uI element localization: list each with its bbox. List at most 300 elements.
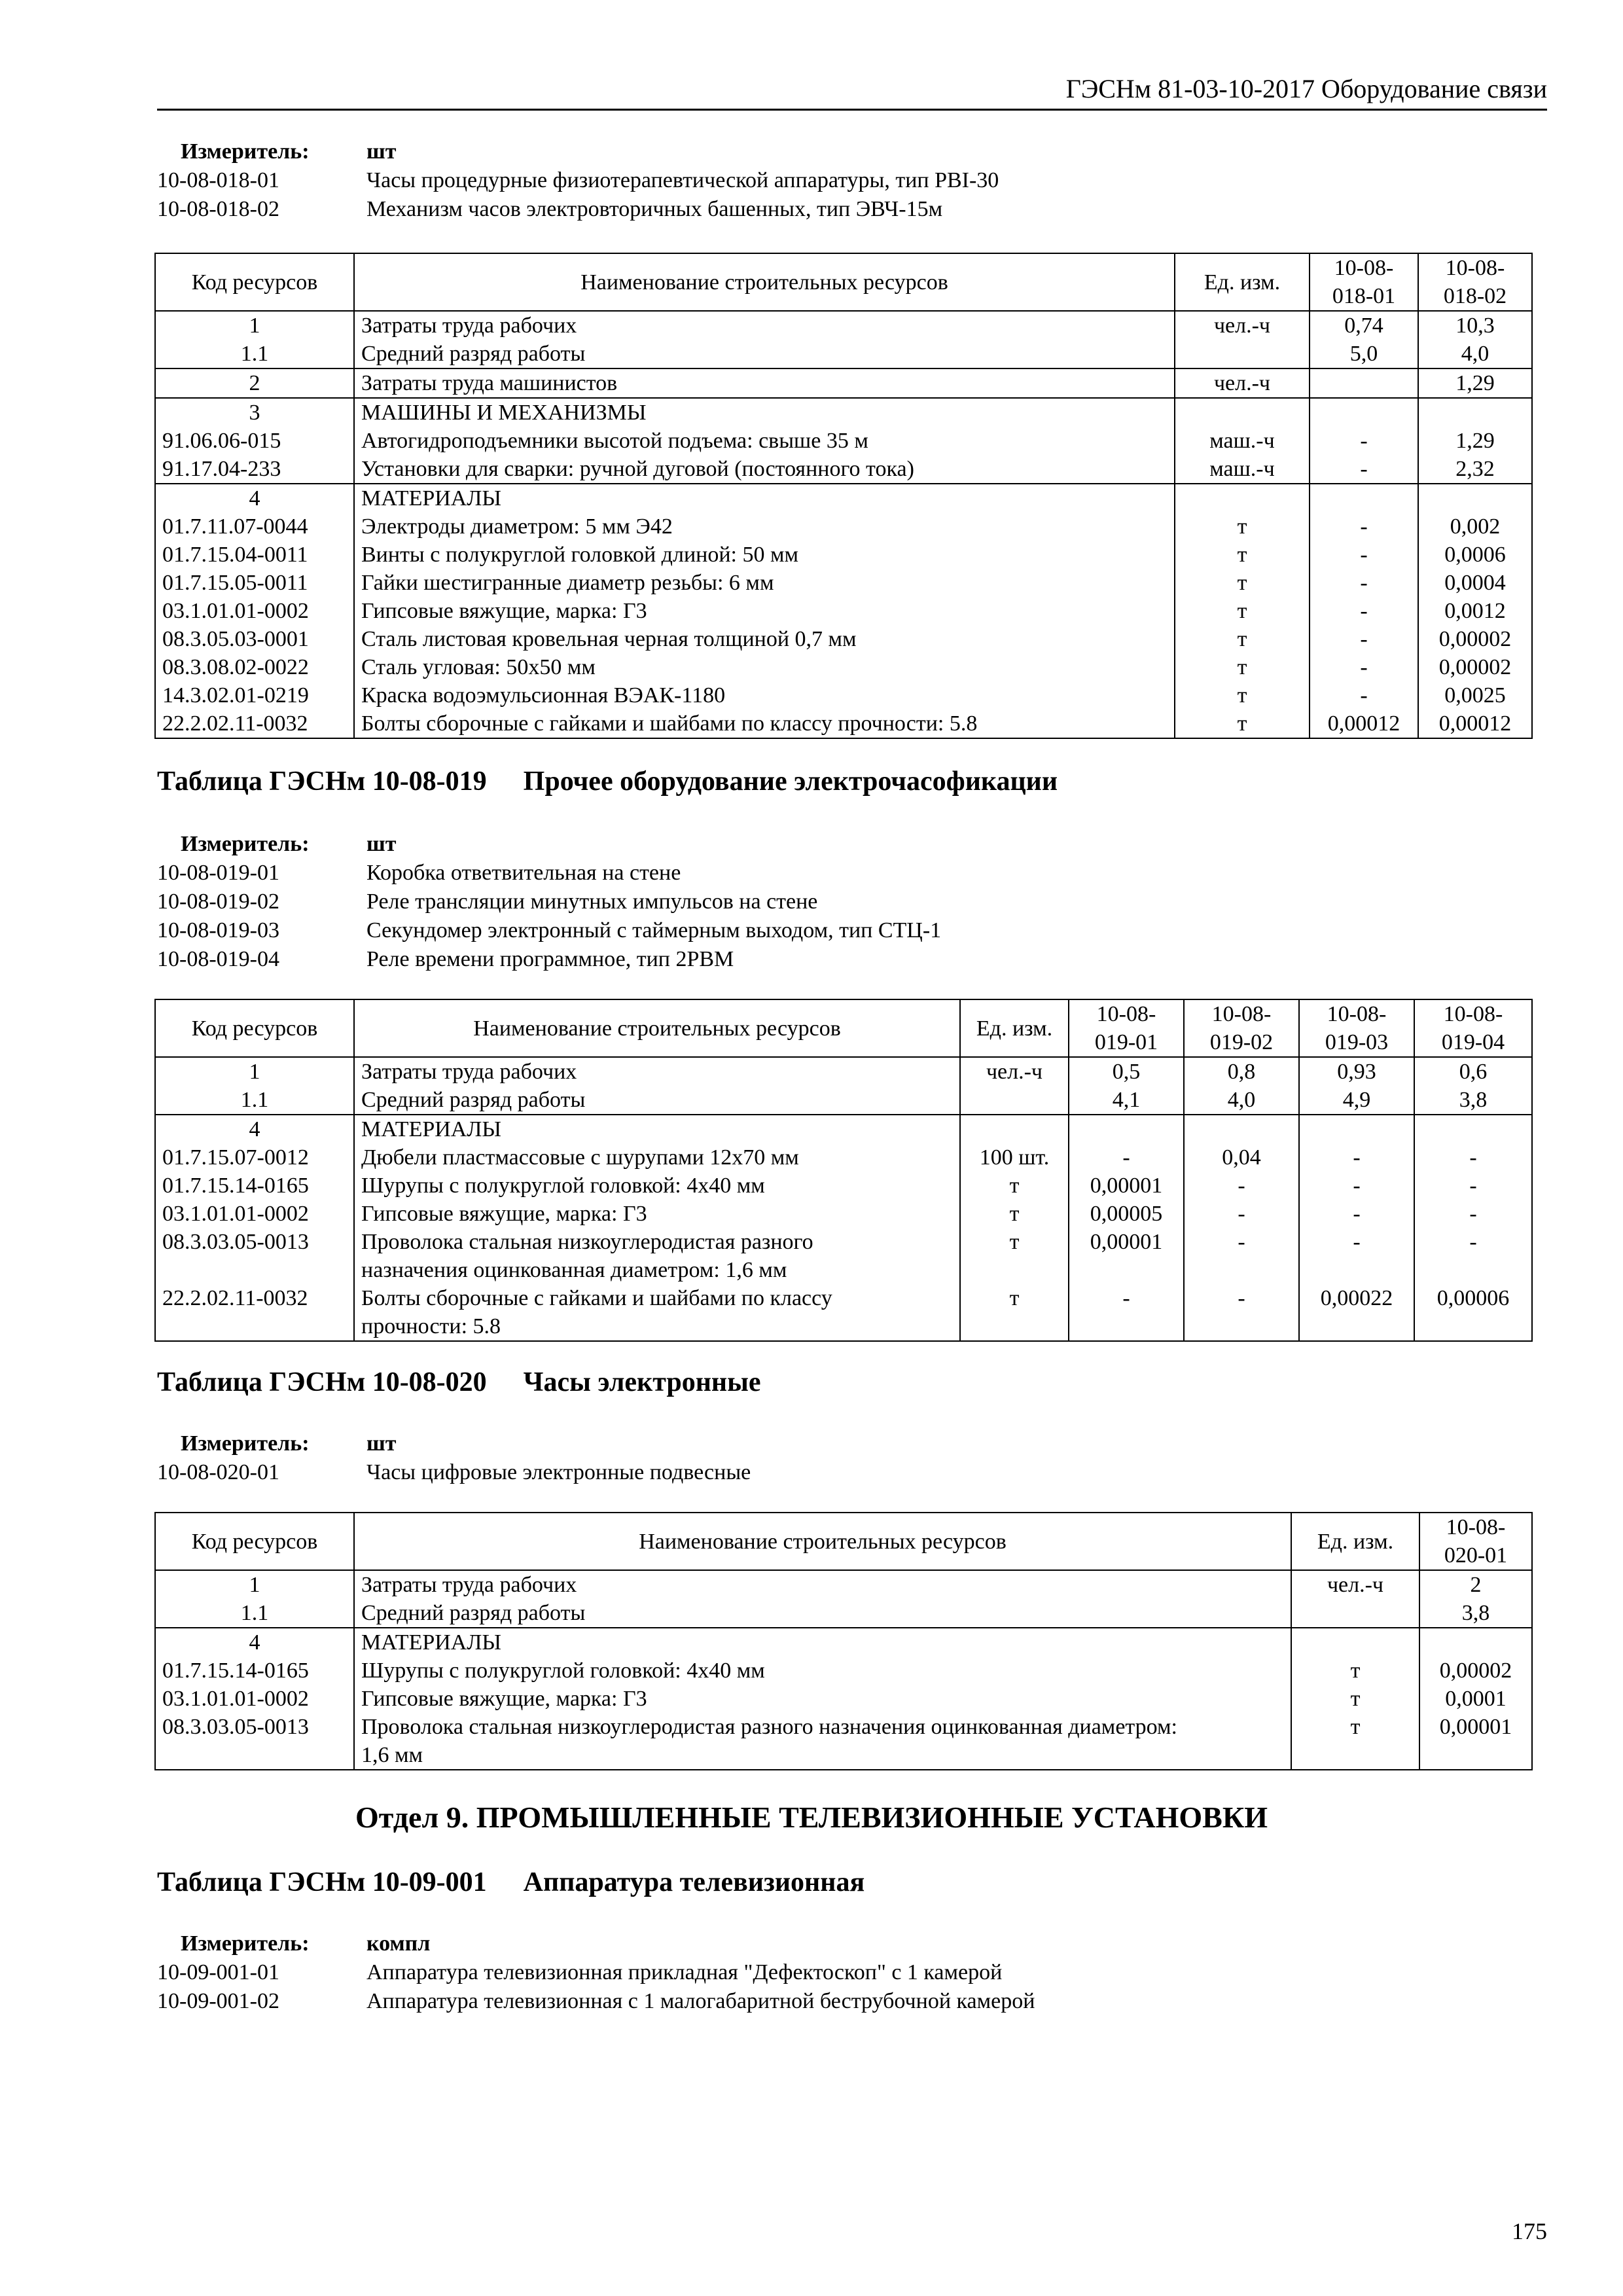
measure-item-name: Секундомер электронный с таймерным выходом, тип СТЦ-1: [366, 918, 942, 942]
measure-item: [157, 888, 941, 916]
row-code: 01.7.15.14-0165: [155, 1172, 354, 1200]
header-norm-code-line: 10-08-: [1445, 256, 1505, 280]
row-name-line: Сталь листовая кровельная черная толщиной 0,7 мм: [361, 627, 857, 651]
measure-item-code: 10-08-019-04: [157, 947, 279, 971]
row-value: 1,29: [1418, 368, 1532, 398]
table-row: [155, 1570, 1532, 1599]
header-norm-code-line: 10-08-: [1096, 1002, 1156, 1026]
row-value: 0,0012: [1418, 597, 1532, 625]
measure-item-code: 10-09-001-01: [157, 1960, 279, 1984]
measure-header: [157, 1429, 751, 1458]
row-name: [354, 1685, 1291, 1713]
table-row: [155, 311, 1532, 340]
table-heading-code: Таблица ГЭСНм 10-08-020: [157, 1367, 487, 1397]
row-code: 22.2.02.11-0032: [155, 1284, 354, 1341]
row-unit: [960, 1086, 1069, 1115]
row-unit: т: [1175, 541, 1310, 569]
row-unit: [1175, 484, 1310, 512]
row-code: 03.1.01.01-0002: [155, 1200, 354, 1228]
row-value: 0,00002: [1419, 1657, 1532, 1685]
row-value: -: [1310, 455, 1418, 484]
row-value: 2,32: [1418, 455, 1532, 484]
row-value: 10,3: [1418, 311, 1532, 340]
row-unit: т: [1175, 681, 1310, 709]
header-norm-code-line: 10-08-: [1443, 1002, 1503, 1026]
measure-item-code: 10-08-020-01: [157, 1460, 279, 1484]
table-row: [155, 1200, 1532, 1228]
row-value: [1069, 1115, 1184, 1143]
header-norm-code-line: 019-03: [1325, 1030, 1389, 1054]
row-value: -: [1310, 427, 1418, 455]
row-name: [354, 1057, 960, 1086]
page-number: 175: [1512, 2218, 1547, 2244]
row-value: -: [1310, 569, 1418, 597]
row-name: [354, 1086, 960, 1115]
header-norm-code-line: 018-02: [1443, 284, 1507, 308]
row-code: 1: [155, 1570, 354, 1599]
measure-item-name: Реле времени программное, тип 2РВМ: [366, 947, 734, 971]
row-value: [1418, 398, 1532, 427]
header-norm-code: [1418, 253, 1532, 311]
measure-label: Измеритель:: [181, 1431, 310, 1456]
row-name-line: Затраты труда машинистов: [361, 371, 618, 395]
table-row: [155, 541, 1532, 569]
row-name-line: МАТЕРИАЛЫ: [361, 486, 502, 511]
measure-block-4: [157, 1929, 1035, 2016]
table-heading-code: Таблица ГЭСНм 10-09-001: [157, 1867, 487, 1897]
row-unit: чел.-ч: [1291, 1570, 1419, 1599]
header-norm-code-line: 10-08-: [1334, 256, 1394, 280]
table-row: [155, 1713, 1532, 1770]
row-value: -: [1310, 541, 1418, 569]
row-value: 4,0: [1418, 340, 1532, 368]
row-value: 0,00006: [1414, 1284, 1532, 1341]
row-unit: т: [1175, 597, 1310, 625]
row-name-line: 1,6 мм: [361, 1743, 423, 1767]
table-heading-10-09-001: [157, 1867, 865, 1898]
table-row: [155, 484, 1532, 512]
measure-label: Измеритель:: [181, 139, 310, 164]
row-value: -: [1069, 1284, 1184, 1341]
row-value: [1310, 368, 1418, 398]
row-name-line: Краска водоэмульсионная ВЭАК-1180: [361, 683, 726, 708]
row-unit: т: [1291, 1713, 1419, 1770]
row-name: [354, 1200, 960, 1228]
row-code: 1.1: [155, 1599, 354, 1628]
row-name: [354, 681, 1175, 709]
measure-item: [157, 945, 941, 974]
measure-item-name: Коробка ответвительная на стене: [366, 861, 681, 885]
row-name-line: МАШИНЫ И МЕХАНИЗМЫ: [361, 401, 647, 425]
row-name: [354, 1284, 960, 1341]
row-unit: т: [960, 1228, 1069, 1284]
table-heading-name: Аппаратура телевизионная: [523, 1867, 865, 1897]
table-header-row: [155, 1513, 1532, 1570]
row-name: [354, 1172, 960, 1200]
row-value: 4,0: [1184, 1086, 1299, 1115]
row-unit: т: [1291, 1685, 1419, 1713]
row-unit: т: [1175, 625, 1310, 653]
row-name: [354, 398, 1175, 427]
row-value: [1419, 1628, 1532, 1657]
row-value: -: [1299, 1172, 1414, 1200]
row-value: -: [1299, 1143, 1414, 1172]
row-code: 01.7.15.05-0011: [155, 569, 354, 597]
row-unit: т: [1175, 512, 1310, 541]
header-unit: Ед. изм.: [1175, 253, 1310, 311]
row-name-line: Средний разряд работы: [361, 1601, 586, 1625]
row-name-line: Гипсовые вяжущие, марка: Г3: [361, 1687, 647, 1711]
table-row: [155, 1057, 1532, 1086]
row-name: [354, 1228, 960, 1284]
table-row: [155, 1657, 1532, 1685]
row-code: 08.3.08.02-0022: [155, 653, 354, 681]
table-row: [155, 1143, 1532, 1172]
table-row: [155, 625, 1532, 653]
row-unit: т: [1291, 1657, 1419, 1685]
measure-item-code: 10-08-019-02: [157, 889, 279, 914]
row-value: 0,002: [1418, 512, 1532, 541]
measure-label: Измеритель:: [181, 1931, 310, 1956]
header-norm-code-line: 019-02: [1209, 1030, 1274, 1054]
row-name-line: Гипсовые вяжущие, марка: Г3: [361, 599, 647, 623]
row-code: 4: [155, 484, 354, 512]
table-row: [155, 1599, 1532, 1628]
measure-block-3: [157, 1429, 751, 1487]
header-unit: Ед. изм.: [960, 999, 1069, 1057]
row-value: 0,04: [1184, 1143, 1299, 1172]
row-value: 0,00001: [1069, 1172, 1184, 1200]
row-unit: 100 шт.: [960, 1143, 1069, 1172]
row-value: 0,0025: [1418, 681, 1532, 709]
row-name: [354, 597, 1175, 625]
row-value: 0,00002: [1418, 653, 1532, 681]
resource-table-10-08-020: [154, 1512, 1533, 1770]
table-heading-code: Таблица ГЭСНм 10-08-019: [157, 766, 487, 797]
row-name-line: Затраты труда рабочих: [361, 1573, 577, 1597]
table-row: [155, 1086, 1532, 1115]
row-value: 0,5: [1069, 1057, 1184, 1086]
header-norm-code-line: 019-01: [1094, 1030, 1158, 1054]
row-name-line: Проволока стальная низкоуглеродистая разного: [361, 1230, 813, 1254]
section-heading: Отдел 9. ПРОМЫШЛЕННЫЕ ТЕЛЕВИЗИОННЫЕ УСТАНОВКИ: [355, 1801, 1268, 1834]
table-row: [155, 512, 1532, 541]
table-row: [155, 1628, 1532, 1657]
measure-item: [157, 1987, 1035, 2016]
row-code: 08.3.03.05-0013: [155, 1228, 354, 1284]
row-name: [354, 625, 1175, 653]
row-code: 4: [155, 1628, 354, 1657]
row-value: 0,0004: [1418, 569, 1532, 597]
header-norm-code: [1310, 253, 1418, 311]
measure-item-name: Аппаратура телевизионная с 1 малогабаритной беструбочной камерой: [366, 1989, 1035, 2013]
row-name-line: Шурупы с полукруглой головкой: 4х40 мм: [361, 1174, 765, 1198]
row-value: 5,0: [1310, 340, 1418, 368]
header-norm-code: [1184, 999, 1299, 1057]
measure-block-2: [157, 830, 941, 974]
table-row: [155, 1172, 1532, 1200]
row-value: 0,00012: [1310, 709, 1418, 738]
row-value: 4,9: [1299, 1086, 1414, 1115]
table-heading-10-08-020: [157, 1367, 761, 1398]
row-name-line: Сталь угловая: 50х50 мм: [361, 655, 596, 679]
row-name-line: Электроды диаметром: 5 мм Э42: [361, 514, 673, 539]
row-code: 01.7.15.04-0011: [155, 541, 354, 569]
header-norm-code: [1419, 1513, 1532, 1570]
row-name-line: Болты сборочные с гайками и шайбами по классу: [361, 1286, 832, 1310]
row-name-line: Гайки шестигранные диаметр резьбы: 6 мм: [361, 571, 774, 595]
row-code: 03.1.01.01-0002: [155, 1685, 354, 1713]
row-name-line: прочности: 5.8: [361, 1314, 501, 1338]
row-name-line: Затраты труда рабочих: [361, 1060, 577, 1084]
header-norm-code-line: 10-08-: [1327, 1002, 1387, 1026]
row-name-line: Шурупы с полукруглой головкой: 4х40 мм: [361, 1659, 765, 1683]
row-code: 2: [155, 368, 354, 398]
row-name: [354, 709, 1175, 738]
row-unit: маш.-ч: [1175, 427, 1310, 455]
row-value: 0,00001: [1069, 1228, 1184, 1284]
row-code: 91.17.04-233: [155, 455, 354, 484]
header-norm-code-line: 10-08-: [1211, 1002, 1272, 1026]
table-row: [155, 398, 1532, 427]
row-value: 4,1: [1069, 1086, 1184, 1115]
row-name: [354, 1713, 1291, 1770]
row-value: [1184, 1115, 1299, 1143]
row-value: -: [1069, 1143, 1184, 1172]
row-code: 22.2.02.11-0032: [155, 709, 354, 738]
measure-unit: компл: [366, 1931, 431, 1956]
row-value: -: [1299, 1228, 1414, 1284]
row-name: [354, 340, 1175, 368]
row-value: 3,8: [1419, 1599, 1532, 1628]
row-code: 08.3.05.03-0001: [155, 625, 354, 653]
row-name-line: МАТЕРИАЛЫ: [361, 1117, 502, 1141]
measure-item-name: Реле трансляции минутных импульсов на стене: [366, 889, 818, 914]
measure-item: [157, 1458, 751, 1487]
row-unit: т: [1175, 709, 1310, 738]
row-name: [354, 1143, 960, 1172]
measure-item-code: 10-08-019-03: [157, 918, 279, 942]
row-unit: т: [960, 1284, 1069, 1341]
row-value: -: [1414, 1200, 1532, 1228]
row-code: 01.7.15.07-0012: [155, 1143, 354, 1172]
row-name-line: назначения оцинкованная диаметром: 1,6 мм: [361, 1258, 787, 1282]
row-value: [1418, 484, 1532, 512]
row-unit: т: [1175, 653, 1310, 681]
row-name: [354, 455, 1175, 484]
row-name-line: МАТЕРИАЛЫ: [361, 1630, 502, 1655]
row-unit: т: [960, 1172, 1069, 1200]
measure-item: [157, 1958, 1035, 1987]
table-row: [155, 340, 1532, 368]
measure-header: [157, 1929, 1035, 1958]
row-value: -: [1184, 1200, 1299, 1228]
table-row: [155, 653, 1532, 681]
row-name: [354, 427, 1175, 455]
header-norm-code-line: 019-04: [1441, 1030, 1505, 1054]
running-header: ГЭСНм 81-03-10-2017 Оборудование связи: [1065, 74, 1547, 103]
row-value: [1299, 1115, 1414, 1143]
measure-item: [157, 195, 999, 224]
table-row: [155, 427, 1532, 455]
row-name: [354, 541, 1175, 569]
row-value: -: [1414, 1143, 1532, 1172]
header-code: Код ресурсов: [155, 999, 354, 1057]
header-code: Код ресурсов: [155, 1513, 354, 1570]
header-name: Наименование строительных ресурсов: [354, 1513, 1291, 1570]
row-name: [354, 1570, 1291, 1599]
row-name: [354, 569, 1175, 597]
table-row: [155, 1228, 1532, 1284]
row-unit: чел.-ч: [1175, 311, 1310, 340]
row-unit: чел.-ч: [1175, 368, 1310, 398]
row-name: [354, 1628, 1291, 1657]
header-norm-code-line: 020-01: [1444, 1543, 1508, 1568]
row-value: 3,8: [1414, 1086, 1532, 1115]
row-value: 0,00022: [1299, 1284, 1414, 1341]
measure-item-code: 10-08-019-01: [157, 861, 279, 885]
row-unit: т: [960, 1200, 1069, 1228]
table-row: [155, 569, 1532, 597]
table-row: [155, 1685, 1532, 1713]
measure-item-name: Механизм часов электровторичных башенных, тип ЭВЧ-15м: [366, 197, 943, 221]
table-row: [155, 1284, 1532, 1341]
row-name: [354, 512, 1175, 541]
row-name-line: Автогидроподъемники высотой подъема: свыше 35 м: [361, 429, 868, 453]
header-norm-code-line: 018-01: [1332, 284, 1396, 308]
row-value: -: [1310, 597, 1418, 625]
table-heading-name: Прочее оборудование электрочасофикации: [523, 766, 1058, 797]
row-code: 4: [155, 1115, 354, 1143]
row-value: -: [1184, 1172, 1299, 1200]
row-code: 1.1: [155, 1086, 354, 1115]
table-heading-name: Часы электронные: [523, 1367, 761, 1397]
header-norm-code: [1299, 999, 1414, 1057]
row-name: [354, 484, 1175, 512]
measure-block-1: [157, 137, 999, 224]
row-unit: чел.-ч: [960, 1057, 1069, 1086]
row-value: -: [1310, 512, 1418, 541]
table-header-row: [155, 253, 1532, 311]
row-name-line: Дюбели пластмассовые с шурупами 12х70 мм: [361, 1145, 799, 1170]
measure-item-name: Часы цифровые электронные подвесные: [366, 1460, 751, 1484]
resource-table-10-08-019: [154, 999, 1533, 1342]
row-code: 01.7.15.14-0165: [155, 1657, 354, 1685]
row-value: -: [1414, 1228, 1532, 1284]
measure-item-code: 10-08-018-02: [157, 197, 279, 221]
measure-header: [157, 830, 941, 859]
row-name-line: Установки для сварки: ручной дуговой (постоянного тока): [361, 457, 914, 481]
row-name-line: Средний разряд работы: [361, 1088, 586, 1112]
table-row: [155, 597, 1532, 625]
row-value: 0,0001: [1419, 1685, 1532, 1713]
row-unit: [1291, 1599, 1419, 1628]
row-code: 08.3.03.05-0013: [155, 1713, 354, 1770]
row-code: 91.06.06-015: [155, 427, 354, 455]
resource-table-10-08-018: [154, 253, 1533, 739]
table-row: [155, 681, 1532, 709]
row-value: -: [1310, 681, 1418, 709]
row-value: -: [1184, 1228, 1299, 1284]
table-row: [155, 709, 1532, 738]
row-value: 0,0006: [1418, 541, 1532, 569]
row-value: 0,00005: [1069, 1200, 1184, 1228]
row-value: -: [1310, 653, 1418, 681]
row-name: [354, 1115, 960, 1143]
measure-unit: шт: [366, 832, 397, 856]
row-value: 0,00012: [1418, 709, 1532, 738]
measure-item-name: Часы процедурные физиотерапевтической аппаратуры, тип PBI-30: [366, 168, 999, 192]
measure-header: [157, 137, 999, 166]
header-rule: [157, 109, 1547, 111]
row-code: 14.3.02.01-0219: [155, 681, 354, 709]
measure-item: [157, 916, 941, 945]
row-name-line: Проволока стальная низкоуглеродистая разного назначения оцинкованная диаметром:: [361, 1715, 1177, 1739]
measure-item: [157, 859, 941, 888]
measure-item: [157, 166, 999, 195]
row-unit: [960, 1115, 1069, 1143]
header-name: Наименование строительных ресурсов: [354, 253, 1175, 311]
row-value: 0,93: [1299, 1057, 1414, 1086]
row-name: [354, 311, 1175, 340]
row-value: -: [1299, 1200, 1414, 1228]
measure-unit: шт: [366, 1431, 397, 1456]
row-name-line: Винты с полукруглой головкой длиной: 50 мм: [361, 543, 799, 567]
measure-unit: шт: [366, 139, 397, 164]
row-code: 3: [155, 398, 354, 427]
header-code: Код ресурсов: [155, 253, 354, 311]
row-unit: [1175, 340, 1310, 368]
row-name-line: Затраты труда рабочих: [361, 314, 577, 338]
row-value: [1310, 484, 1418, 512]
row-code: 1: [155, 1057, 354, 1086]
table-row: [155, 368, 1532, 398]
table-row: [155, 455, 1532, 484]
row-value: 2: [1419, 1570, 1532, 1599]
header-norm-code: [1069, 999, 1184, 1057]
table-heading-10-08-019: [157, 766, 1058, 797]
header-name: Наименование строительных ресурсов: [354, 999, 960, 1057]
header-norm-code-line: 10-08-: [1446, 1515, 1506, 1539]
row-code: 01.7.11.07-0044: [155, 512, 354, 541]
header-unit: Ед. изм.: [1291, 1513, 1419, 1570]
row-value: -: [1310, 625, 1418, 653]
header-norm-code: [1414, 999, 1532, 1057]
table-row: [155, 1115, 1532, 1143]
row-unit: [1291, 1628, 1419, 1657]
row-unit: [1175, 398, 1310, 427]
measure-item-code: 10-09-001-02: [157, 1989, 279, 2013]
row-code: 1: [155, 311, 354, 340]
row-value: 0,6: [1414, 1057, 1532, 1086]
row-value: 0,00002: [1418, 625, 1532, 653]
table-header-row: [155, 999, 1532, 1057]
row-name-line: Болты сборочные с гайками и шайбами по классу прочности: 5.8: [361, 711, 978, 736]
row-name: [354, 368, 1175, 398]
row-name: [354, 1599, 1291, 1628]
measure-item-name: Аппаратура телевизионная прикладная "Дефектоскоп" с 1 камерой: [366, 1960, 1003, 1984]
row-value: 0,00001: [1419, 1713, 1532, 1770]
row-value: 0,8: [1184, 1057, 1299, 1086]
row-value: -: [1184, 1284, 1299, 1341]
row-unit: маш.-ч: [1175, 455, 1310, 484]
row-name: [354, 653, 1175, 681]
row-code: 1.1: [155, 340, 354, 368]
row-name: [354, 1657, 1291, 1685]
row-value: 1,29: [1418, 427, 1532, 455]
measure-label: Измеритель:: [181, 832, 310, 856]
row-value: 0,74: [1310, 311, 1418, 340]
